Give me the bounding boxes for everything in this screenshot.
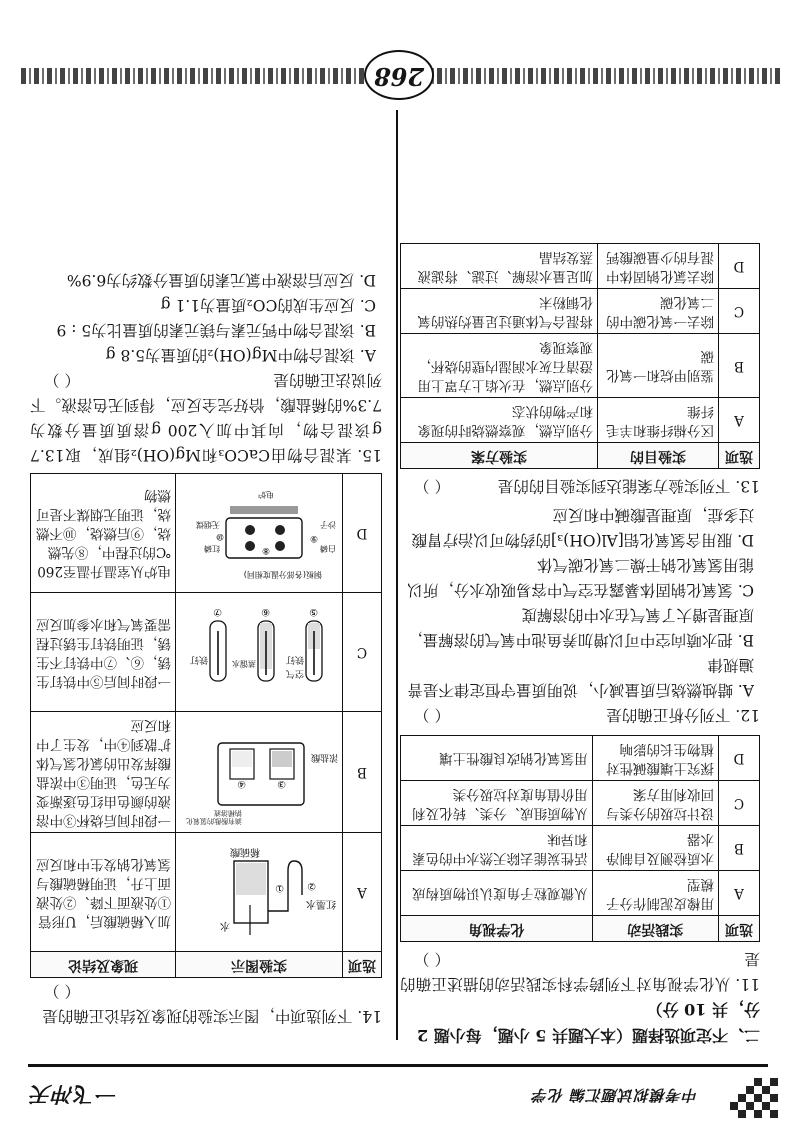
figure-a xyxy=(176,833,343,952)
question-12-option-a[interactable]: A. 蜡烛燃烧后质量减小，说明质量守恒定律不是普遍规律 xyxy=(407,656,754,699)
question-15-option-d[interactable]: D. 反应后溶液中氯元素的质量分数约为6.9% xyxy=(66,271,376,289)
question-14-table: 选项 实验图示 现象及结论 A 水 ① ② 稀硫酸 红墨水 加入稀硫酸后，U形管①处液面下降、②处液面上升，证明稀硫酸与氢氧化钠发生中和反应 B ③ ④ 浓盐酸 滴有酚酞的氢氧化钠稀溶液 一段时间后烧杯③中溶液的颜色由红色逐渐变为无色，证明③中浓盐酸挥发出的氯化氢气体扩散到④中，发生了中和反应 C ⑤ ⑥ ⑦ 空气 铁钉 蒸馏水 铁钉 一段时间后⑤中铁钉生锈，⑥、⑦中铁钉不生锈，证明铁钉生锈过程需要氧气和水参加反应 D 铜板(各部分温度相同) ⑧ ⑨ ⑩ 白磷 红磷 无烟煤 沙子 电炉 电炉从室温升温至260 ℃的过程中，⑧先燃烧，⑨后燃烧，⑩不燃烧，证明无烟煤不是可燃物 xyxy=(30,473,382,978)
page-number: 268 xyxy=(364,50,434,100)
svg-text:红墨水: 红墨水 xyxy=(306,898,336,909)
table-row: A 区分棉纤维和羊毛纤维 分别点燃，观察燃烧时的现象和产物的状态 xyxy=(401,398,760,443)
svg-text:稀硫酸: 稀硫酸 xyxy=(230,846,260,857)
question-15-stem: 15. 某混合物由CaCO₃和Mg(OH)₂组成，取13.7 g该混合物，向其中加入200 g溶质质量分数为7.3%的稀盐酸，恰好完全反应，得到无色溶液。下列说法正确的是 （ ） xyxy=(30,371,382,464)
question-12-option-d[interactable]: D. 服用含氢氧化铝[Al(OH)₃]的药物可以治疗胃酸过多症，原理是酸碱中和反应 xyxy=(411,506,754,549)
question-15-option-b[interactable]: B. 该混合物中钙元素与镁元素的质量比为5 : 9 xyxy=(56,321,376,339)
beaker-figure: ③ ④ 浓盐酸 滴有酚酞的氢氧化钠稀溶液 xyxy=(186,725,338,825)
question-14-stem: 14. 下列选项中，图示实验的现象及结论正确的是 （ ） xyxy=(42,982,382,1025)
svg-text:无烟煤: 无烟煤 xyxy=(196,520,220,529)
svg-text:②: ② xyxy=(307,880,316,891)
table-row: C 设计垃圾的分类与回收利用方案 从物质组成、分类、转化及利用价值角度对垃圾分类 xyxy=(401,781,760,826)
svg-text:沙子: 沙子 xyxy=(320,520,336,529)
table-row: D 探究土壤酸碱性对植物生长的影响 用氢氧化钠改良酸性土壤 xyxy=(401,736,760,781)
checker-logo-icon xyxy=(726,1078,778,1118)
table-row: D 铜板(各部分温度相同) ⑧ ⑨ ⑩ 白磷 红磷 无烟煤 沙子 电炉 电炉从室温升温至260 ℃的过程中，⑧先燃烧，⑨后燃烧，⑩不燃烧，证明无烟煤不是可燃物 xyxy=(31,474,382,593)
left-column xyxy=(400,233,760,1048)
question-12-option-c[interactable]: C. 氢氧化钠固体暴露在空气中容易吸收水分，所以能用氢氧化钠干燥二氧化碳气体 xyxy=(407,556,754,599)
right-column xyxy=(30,267,382,1048)
svg-text:铁钉: 铁钉 xyxy=(285,654,304,664)
question-13-table: 选项 实验目的 实验方案 A 区分棉纤维和羊毛纤维 分别点燃，观察燃烧时的现象和产物的状态 B 鉴别甲烷和一氧化碳 分别点燃，在火焰上方罩上用澄清石灰水润湿内壁的烧杯，观察现象 C 除去一氧化碳中的二氧化碳 将混合气体通过足量灼热的氧化铜粉末 D 除去氯化钠固体中混有的少量碳酸钙 加足量水溶解、过滤、将滤液蒸发结晶 xyxy=(400,243,760,469)
svg-text:④: ④ xyxy=(237,778,246,789)
question-11-table: 选项 实践活动 化学视角 A 用橡皮泥制作分子模型 从微观粒子角度认识物质构成 B 水质检测及自制净水器 活性炭能去除天然水中的色素和异味 C 设计垃圾的分类与回收利用方案 从物质组成、分类、转化及利用价值角度对垃圾分类 D 探究土壤酸碱性对植物生长的影响 用氢氧化钠改良酸性土壤 xyxy=(400,735,760,942)
svg-text:水: 水 xyxy=(220,920,230,931)
u-tube-figure xyxy=(186,845,338,945)
header-rule xyxy=(28,1064,768,1067)
table-row: A 水 ① ② 稀硫酸 红墨水 加入稀硫酸后，U形管①处液面下降、②处液面上升，证明稀硫酸与氢氧化钠发生中和反应 xyxy=(31,833,382,952)
svg-text:白磷: 白磷 xyxy=(320,544,336,553)
question-11-stem: 11. 从化学视角对下列跨学科实践活动的描述正确的是 （ ） xyxy=(400,950,760,993)
svg-text:⑨: ⑨ xyxy=(309,533,318,543)
question-15-option-a[interactable]: A. 该混合物中Mg(OH)₂的质量为5.8 g xyxy=(105,346,376,364)
page-header xyxy=(28,1062,768,1120)
brand-logo: 一飞冲天 xyxy=(30,1082,118,1107)
table-row: D 除去氯化钠固体中混有的少量碳酸钙 加足量水溶解、过滤、将滤液蒸发结晶 xyxy=(401,244,760,289)
section-title: 二、不定项选择题（本大题共 5 小题，每小题 2 分，共 10 分） xyxy=(417,1000,760,1045)
question-13-stem: 13. 下列实验方案能达到实验目的的是 （ ） xyxy=(414,477,760,495)
svg-text:③: ③ xyxy=(277,778,286,789)
svg-text:铁钉: 铁钉 xyxy=(189,654,208,664)
figure-d xyxy=(176,474,343,593)
table-row: A 用橡皮泥制作分子模型 从微观粒子角度认识物质构成 xyxy=(401,871,760,916)
svg-text:空气: 空气 xyxy=(285,668,304,678)
svg-text:电炉: 电炉 xyxy=(258,490,274,499)
svg-text:铜板(各部分温度相同): 铜板(各部分温度相同) xyxy=(243,570,322,579)
svg-text:红磷: 红磷 xyxy=(204,544,220,553)
question-12-stem: 12. 下列分析正确的是 （ ） xyxy=(414,706,760,724)
question-15-option-c[interactable]: C. 反应生成的CO₂质量为1.1 g xyxy=(160,296,376,314)
svg-text:⑩: ⑩ xyxy=(215,531,224,541)
table-row: B ③ ④ 浓盐酸 滴有酚酞的氢氧化钠稀溶液 一段时间后烧杯③中溶液的颜色由红色逐渐变为无色，证明③中浓盐酸挥发出的氯化氢气体扩散到④中，发生了中和反应 xyxy=(31,712,382,833)
svg-text:①: ① xyxy=(275,882,284,893)
svg-text:⑤: ⑤ xyxy=(309,606,318,617)
svg-text:⑦: ⑦ xyxy=(213,606,222,617)
table-row: B 水质检测及自制净水器 活性炭能去除天然水中的色素和异味 xyxy=(401,826,760,871)
column-divider xyxy=(396,110,398,1040)
svg-text:⑥: ⑥ xyxy=(261,606,270,617)
copper-plate-figure xyxy=(186,486,338,586)
rust-tubes-figure xyxy=(186,605,338,705)
svg-text:浓盐酸: 浓盐酸 xyxy=(310,752,338,762)
figure-c xyxy=(176,593,343,712)
table-row: C 除去一氧化碳中的二氧化碳 将混合气体通过足量灼热的氧化铜粉末 xyxy=(401,289,760,334)
table-row: B 鉴别甲烷和一氧化碳 分别点燃，在火焰上方罩上用澄清石灰水润湿内壁的烧杯，观察现象 xyxy=(401,334,760,398)
series-title: 中考模拟试题汇编 化学 xyxy=(531,1086,698,1104)
svg-text:蒸馏水: 蒸馏水 xyxy=(232,659,256,668)
table-row: C ⑤ ⑥ ⑦ 空气 铁钉 蒸馏水 铁钉 一段时间后⑤中铁钉生锈，⑥、⑦中铁钉不生锈，证明铁钉生锈过程需要氧气和水参加反应 xyxy=(31,593,382,712)
svg-text:⑧: ⑧ xyxy=(261,545,270,555)
question-12-option-b[interactable]: B. 把水喷向空中可以增加养鱼池中氧气的溶解量，原理是增大了氧气在水中的溶解度 xyxy=(407,606,754,649)
figure-b xyxy=(176,712,343,833)
